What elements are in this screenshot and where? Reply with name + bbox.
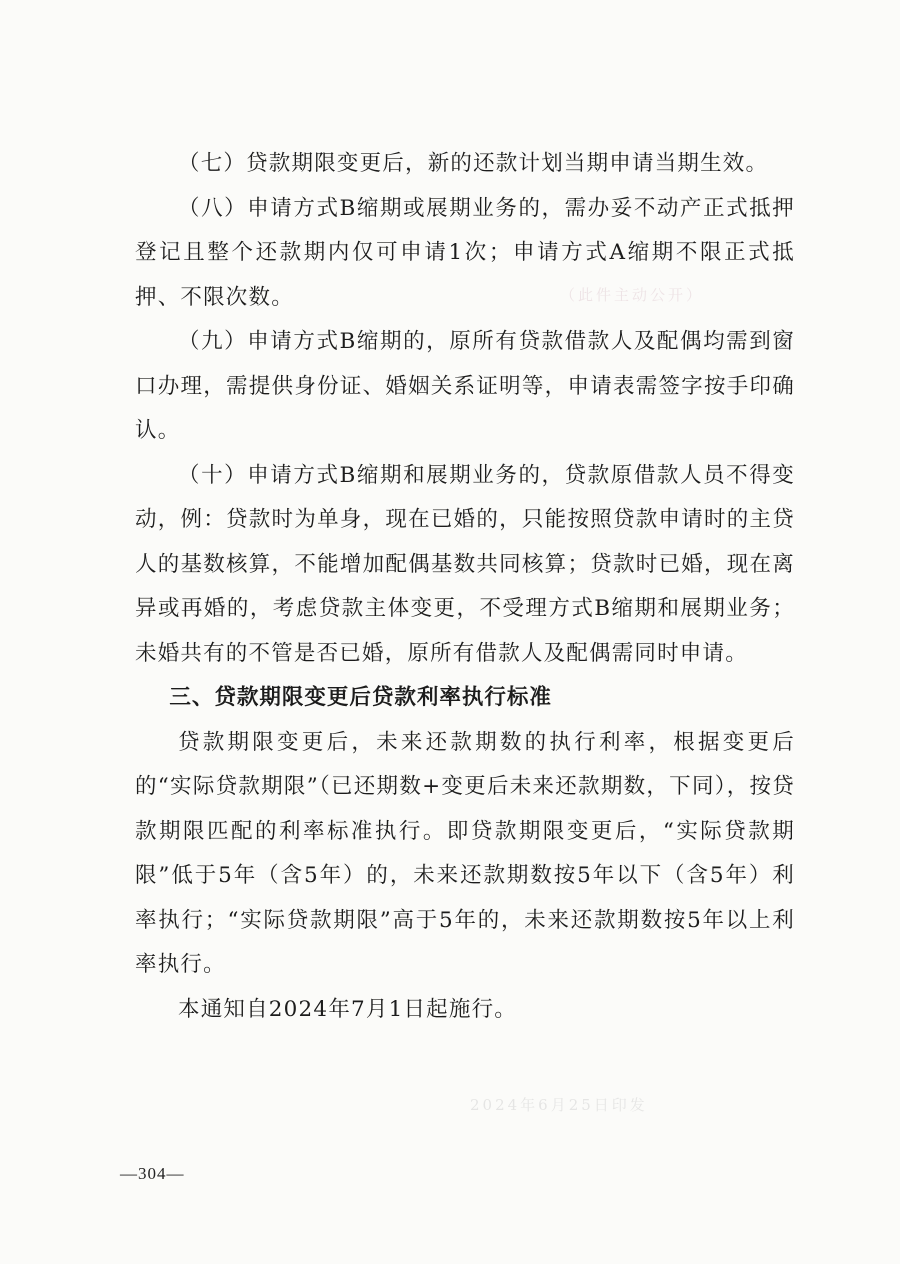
paragraph-item-8: （八）申请方式B缩期或展期业务的，需办妥不动产正式抵押登记且整个还款期内仅可申请1次；申请方式A缩期不限正式抵押、不限次数。 (135, 195, 795, 310)
section-heading: 三、贷款期限变更后贷款利率执行标准 (169, 685, 552, 710)
paragraph-item-10: （十）申请方式B缩期和展期业务的，贷款原借款人员不得变动，例：贷款时为单身，现在已婚的，只能按照贷款申请时的主贷人的基数核算，不能增加配偶基数共同核算；贷款时已婚，现在离异或再婚的，考虑贷款主体变更，不受理方式B缩期和展期业务；未婚共有的不管是否已婚，原所有借款人及配偶需同时申请。 (135, 462, 795, 666)
section-paragraph-rate: 贷款期限变更后，未来还款期数的执行利率，根据变更后的“实际贷款期限”（已还期数+变更后未来还款期数，下同），按贷款期限匹配的利率标准执行。即贷款期限变更后，“实际贷款期限”低于5年（含5年）的，未来还款期数按5年以下（含5年）利率执行；“实际贷款期限”高于5年的，未来还款期数按5年以上利率执行。 (135, 729, 795, 977)
paragraph-item-9: （九）申请方式B缩期的，原所有贷款借款人及配偶均需到窗口办理，需提供身份证、婚姻关系证明等，申请表需签字按手印确认。 (135, 329, 795, 443)
show-through-stamp-note: （此件主动公开） (560, 286, 705, 304)
show-through-footer-note: 2024年6月25日印发 (470, 1096, 648, 1114)
section-paragraph-effective-date: 本通知自2024年7月1日起施行。 (178, 996, 517, 1022)
page-number: —304— (120, 1164, 185, 1183)
document-body (135, 142, 795, 1032)
paragraph-item-7: （七）贷款期限变更后，新的还款计划当期申请当期生效。 (178, 151, 769, 176)
